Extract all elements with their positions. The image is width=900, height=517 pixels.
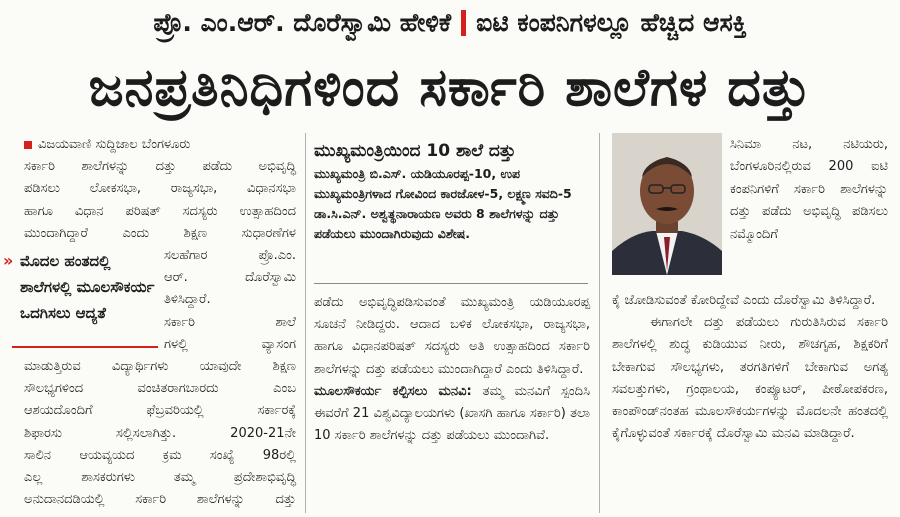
text-line: ಸೌಲಭ್ಯಗಳಿಂದ ವಂಚಿತರಾಗಬಾರದು ಎಂಬ — [24, 381, 296, 397]
sidebar-box — [314, 138, 588, 281]
subhead: ಮೂಲಸೌಕರ್ಯ ಕಲ್ಪಿಸಲು ಮನವಿ: — [314, 383, 472, 399]
text-line: ಹಾಗೂ ವಿಧಾನ ಪರಿಷತ್ ಸದಸ್ಯರು ಉತ್ಸಾಹದಿಂದ — [24, 203, 296, 219]
column-1-narrow — [164, 245, 296, 356]
text-line: ಸಲಹೆಗಾರ ಪ್ರೊ.ಎಂ. — [164, 248, 296, 264]
column-divider-2 — [599, 133, 600, 513]
column-3-paragraph-2: ಈಗಾಗಲೇ ದತ್ತು ಪಡೆಯಲು ಗುರುತಿಸಿರುವ ಸರ್ಕಾರಿ ಶಾಲೆಗಳಲ್ಲಿ ಶುದ್ಧ ಕುಡಿಯುವ ನೀರು, ಶೌಚಗೃಹ, ಶಿಕ್ಷಕರಿಗೆ ಬೇಕಾಗುವ ಸೌಲಭ್ಯಗಳು, ತರಗತಿಗಳಿಗೆ ಬೇಕಾಗುವ ಅಗತ್ಯ ಸವಲತ್ತುಗಳು, ಗ್ರಂಥಾಲಯ, ಕಂಪ್ಯೂಟರ್, ಪೀಠೋಪಕರಣ, ಕಾಂಪೌಂಡ್‌ನಂತಹ ಮೂಲಸೌಕರ್ಯಗಳನ್ನು ಮೊದಲನೇ ಹಂತದಲ್ಲಿ ಕೈಗೊಳ್ಳುವಂತೆ ಸರ್ಕಾರಕ್ಕೆ ದೊರೆಸ್ವಾಮಿ ಮನವಿ ಮಾಡಿದ್ದಾರೆ. — [612, 315, 888, 442]
headline: ಜನಪ್ರತಿನಿಧಿಗಳಿಂದ ಸರ್ಕಾರಿ ಶಾಲೆಗಳ ದತ್ತು — [88, 57, 812, 118]
column-3-narrow: ಸಿನಿಮಾ ನಟ, ನಟಿಯರು, ಬೆಂಗಳೂರಿನಲ್ಲಿರುವ 200 ಐಟಿ ಕಂಪನಿಗಳಿಗೆ ಸರ್ಕಾರಿ ಶಾಲೆಗಳನ್ನು ದತ್ತು ಪಡೆದು ಅಭಿವೃದ್ಧಿ ಪಡಿಸಲು ನಮ್ಮೊಂದಿಗೆ — [730, 137, 888, 242]
pull-quote-text: ಮೊದಲ ಹಂತದಲ್ಲಿ ಶಾಲೆಗಳಲ್ಲಿ ಮೂಲಸೌಕರ್ಯ ಒದಗಿಸಲು ಆದ್ಯತೆ — [20, 252, 155, 322]
text-line: ಗಳಲ್ಲಿ ವ್ಯಾಸಂಗ — [164, 336, 296, 352]
text-line: ಆರ್. ದೊರೆಸ್ವಾಮಿ — [164, 270, 296, 286]
text-line: ಮುಂದಾಗಿದ್ದಾರೆ ಎಂದು ಶಿಕ್ಷಣ ಸುಧಾರಣೆಗಳ — [24, 225, 296, 241]
column-3-paragraph: ಕೈ ಜೋಡಿಸುವಂತೆ ಕೋರಿದ್ದೇವೆ ಎಂದು ದೊರೆಸ್ವಾಮಿ ತಿಳಿಸಿದ್ದಾರೆ. — [612, 293, 876, 308]
text-line: ಸಾಲಿನ ಆಯವ್ಯಯದ ಕ್ರಮ ಸಂಖ್ಯೆ 98ರಲ್ಲಿ — [24, 447, 296, 463]
kicker-line — [0, 0, 900, 46]
text-line: ಪಡಿಸಲು ಲೋಕಸಭಾ, ರಾಜ್ಯಸಭಾ, ವಿಧಾನಸಭಾ — [24, 181, 296, 197]
text-line: ಎಲ್ಲ ಶಾಸಕರುಗಳು ತಮ್ಮ ಪ್ರದೇಶಾಭಿವೃದ್ಧಿ — [24, 470, 296, 486]
column-3 — [612, 290, 888, 445]
text-line: ಸರ್ಕಾರಿ ಶಾಲೆಗಳನ್ನು ದತ್ತು ಪಡೆದು ಅಭಿವೃದ್ಧಿ — [24, 159, 296, 175]
byline-text: ವಿಜಯವಾಣಿ ಸುದ್ದಿಜಾಲ ಬೆಂಗಳೂರು — [38, 137, 191, 152]
sidebar-body: ಮುಖ್ಯಮಂತ್ರಿ ಬಿ.ಎಸ್. ಯಡಿಯೂರಪ್ಪ-10, ಉಪ ಮುಖ್ಯಮಂತ್ರಿಗಳಾದ ಗೋವಿಂದ ಕಾರಜೋಳ-5, ಲಕ್ಷ್ಮಣ ಸವದಿ-5 ಡಾ.ಸಿ.ಎನ್. ಅಶ್ವತ್ಥನಾರಾಯಣ ಅವರು 8 ಶಾಲೆಗಳನ್ನು ದತ್ತು ಪಡೆಯಲು ಮುಂದಾಗಿರುವುದು ವಿಶೇಷ. — [314, 166, 572, 241]
text-line: ಅನುದಾನದಡಿಯಲ್ಲಿ ಸರ್ಕಾರಿ ಶಾಲೆಗಳನ್ನು ದತ್ತು — [24, 492, 296, 508]
kicker-left: ಪ್ರೊ. ಎಂ.ಆರ್. ದೊರೆಸ್ವಾಮಿ ಹೇಳಿಕೆ — [153, 8, 452, 37]
column-2 — [314, 292, 590, 447]
text-line: ಶಿಫಾರಸು ಸಲ್ಲಿಸಲಾಗಿತ್ತು. 2020-21ನೇ — [24, 425, 296, 441]
byline-marker — [24, 141, 32, 149]
column-2-paragraph: ಪಡೆದು ಅಭಿವೃದ್ಧಿಪಡಿಸುವಂತೆ ಮುಖ್ಯಮಂತ್ರಿ ಯಡಿಯೂರಪ್ಪ ಸೂಚನೆ ನೀಡಿದ್ದರು. ಆದಾದ ಬಳಿಕ ಲೋಕಸಭಾ, ರಾಜ್ಯಸಭಾ, ಹಾಗೂ ವಿಧಾನಪರಿಷತ್ ಸದಸ್ಯರು ಅತಿ ಉತ್ಸಾಹದಿಂದ ಸರ್ಕಾರಿ ಶಾಲೆಗಳನ್ನು ದತ್ತು ಪಡೆಯಲು ಮುಂದಾಗಿದ್ದಾರೆ ಎಂದು ತಿಳಿಸಿದ್ದಾರೆ. — [314, 295, 590, 377]
pull-quote-rule — [12, 346, 158, 348]
column-2-paragraph-2 — [314, 381, 590, 448]
portrait-image — [612, 133, 722, 275]
byline — [0, 134, 296, 156]
sidebar-title: ಮುಖ್ಯಮಂತ್ರಿಯಿಂದ 10 ಶಾಲೆ ದತ್ತು — [314, 141, 516, 161]
text-line: ಆಶಯದೊಂದಿಗೆ ಫೆಬ್ರವರಿಯಲ್ಲಿ ಸರ್ಕಾರಕ್ಕೆ — [24, 403, 296, 419]
text-line: ಮಾಡುತ್ತಿರುವ ವಿದ್ಯಾರ್ಥಿಗಳು ಯಾವುದೇ ಶಿಕ್ಷಣ — [24, 359, 296, 375]
text-line: ತಿಳಿಸಿದ್ದಾರೆ. — [164, 292, 211, 308]
column-1-bottom — [0, 356, 296, 511]
kicker-right: ಐಟಿ ಕಂಪನಿಗಳಲ್ಲೂ ಹೆಚ್ಚಿದ ಆಸಕ್ತಿ — [476, 8, 747, 37]
pull-quote — [3, 248, 156, 326]
quote-arrow-icon: » — [3, 251, 14, 270]
column-1-top — [0, 156, 296, 245]
author-photo — [612, 133, 722, 275]
text-line: ಸರ್ಕಾರಿ ಶಾಲೆ — [164, 314, 296, 330]
kicker-separator — [461, 10, 466, 36]
sidebar-rule — [314, 283, 588, 284]
subhead-body: ತಮ್ಮ ಮನವಿಗೆ ಸ್ಪಂದಿಸಿ ಈವರೆಗೆ 21 ವಿಶ್ವವಿದ್ಯಾಲಯಗಳು (ಖಾಸಗಿ ಹಾಗೂ ಸರ್ಕಾರಿ) ತಲಾ 10 ಸರ್ಕಾರಿ ಶಾಲೆಗಳನ್ನು ದತ್ತು ಪಡೆಯಲು ಮುಂದಾಗಿವೆ. — [314, 383, 590, 444]
column-divider-1 — [305, 133, 306, 513]
